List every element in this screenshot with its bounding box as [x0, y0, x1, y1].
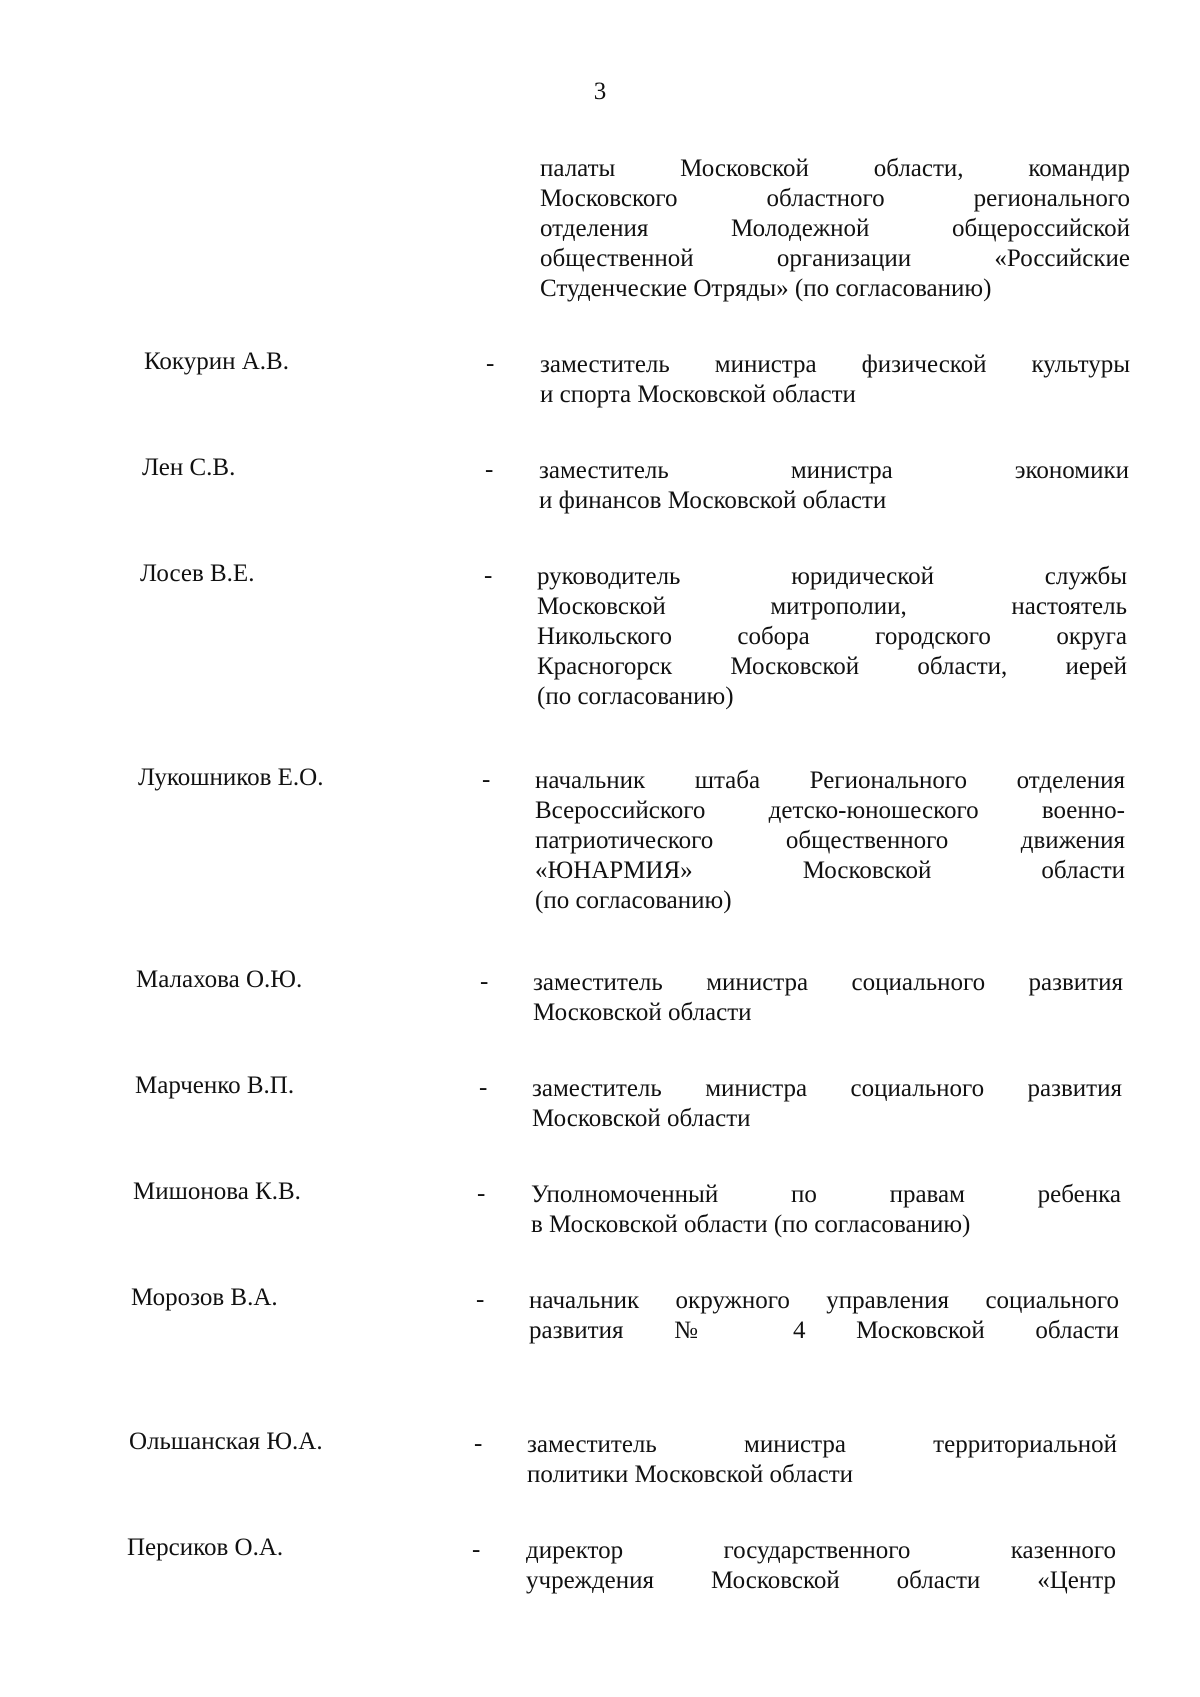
person-name: Малахова О.Ю.: [136, 966, 303, 993]
description-line: «ЮНАРМИЯ» Московской области: [535, 857, 1125, 884]
dash: -: [485, 456, 494, 483]
description-line: руководитель юридической службы: [537, 563, 1127, 590]
person-name: Мишонова К.В.: [133, 1178, 301, 1205]
dash: -: [476, 1286, 485, 1313]
description-line: и финансов Московской области: [539, 487, 887, 514]
description-line: и спорта Московской области: [540, 381, 856, 408]
description-line: заместитель министра экономики: [539, 457, 1129, 484]
intro-line: общественной организации «Российские: [540, 245, 1130, 272]
person-name: Ольшанская Ю.А.: [129, 1428, 323, 1455]
description-line: Московской области: [533, 999, 752, 1026]
description-line: заместитель министра социального развития: [533, 969, 1123, 996]
position-description: [532, 1074, 1122, 1134]
description-line: Никольского собора городского округа: [537, 623, 1127, 650]
description-line: заместитель министра физической культуры: [540, 351, 1130, 378]
position-description: [535, 766, 1125, 916]
dash: -: [477, 1180, 486, 1207]
position-description: [540, 350, 1130, 410]
description-line: Уполномоченный по правам ребенка: [531, 1181, 1121, 1208]
description-line: заместитель министра социального развития: [532, 1075, 1122, 1102]
dash: -: [472, 1536, 481, 1563]
dash: -: [484, 562, 493, 589]
description-line: директор государственного казенного: [526, 1537, 1116, 1564]
description-line: в Московской области (по согласованию): [531, 1211, 971, 1238]
person-name: Лосев В.Е.: [140, 560, 255, 587]
description-line: заместитель министра территориальной: [527, 1431, 1117, 1458]
description-line: начальник штаба Регионального отделения: [535, 767, 1125, 794]
description-line: Всероссийского детско-юношеского военно-: [535, 797, 1125, 824]
intro-line: Студенческие Отряды» (по согласованию): [540, 275, 992, 302]
dash: -: [474, 1430, 483, 1457]
position-description: [539, 456, 1129, 516]
intro-line: отделения Молодежной общероссийской: [540, 215, 1130, 242]
person-name: Лукошников Е.О.: [138, 764, 324, 791]
description-line: патриотического общественного движения: [535, 827, 1125, 854]
position-description: [537, 562, 1127, 712]
intro-line: Московского областного регионального: [540, 185, 1130, 212]
person-name: Персиков О.А.: [127, 1534, 284, 1561]
person-name: Марченко В.П.: [135, 1072, 295, 1099]
position-description: [527, 1430, 1117, 1490]
position-description: [533, 968, 1123, 1028]
person-name: Лен С.В.: [142, 454, 236, 481]
description-line: Красногорск Московской области, иерей: [537, 653, 1127, 680]
position-description: [526, 1536, 1116, 1596]
description-line: политики Московской области: [527, 1461, 854, 1488]
description-line: развития № 4 Московской области: [529, 1317, 1119, 1344]
description-line: Московской области: [532, 1105, 751, 1132]
page-number: 3: [593, 78, 607, 105]
position-description: [529, 1286, 1119, 1346]
dash: -: [480, 968, 489, 995]
person-name: Кокурин А.В.: [144, 348, 289, 375]
description-line: Московской митрополии, настоятель: [537, 593, 1127, 620]
description-line: (по согласованию): [537, 683, 734, 710]
dash: -: [482, 766, 491, 793]
dash: -: [486, 350, 495, 377]
dash: -: [479, 1074, 488, 1101]
description-line: учреждения Московской области «Центр: [526, 1567, 1116, 1594]
description-line: начальник окружного управления социального: [529, 1287, 1119, 1314]
person-name: Морозов В.А.: [131, 1284, 278, 1311]
intro-description: [540, 154, 1130, 304]
description-line: (по согласованию): [535, 887, 732, 914]
intro-line: палаты Московской области, командир: [540, 155, 1130, 182]
position-description: [531, 1180, 1121, 1240]
